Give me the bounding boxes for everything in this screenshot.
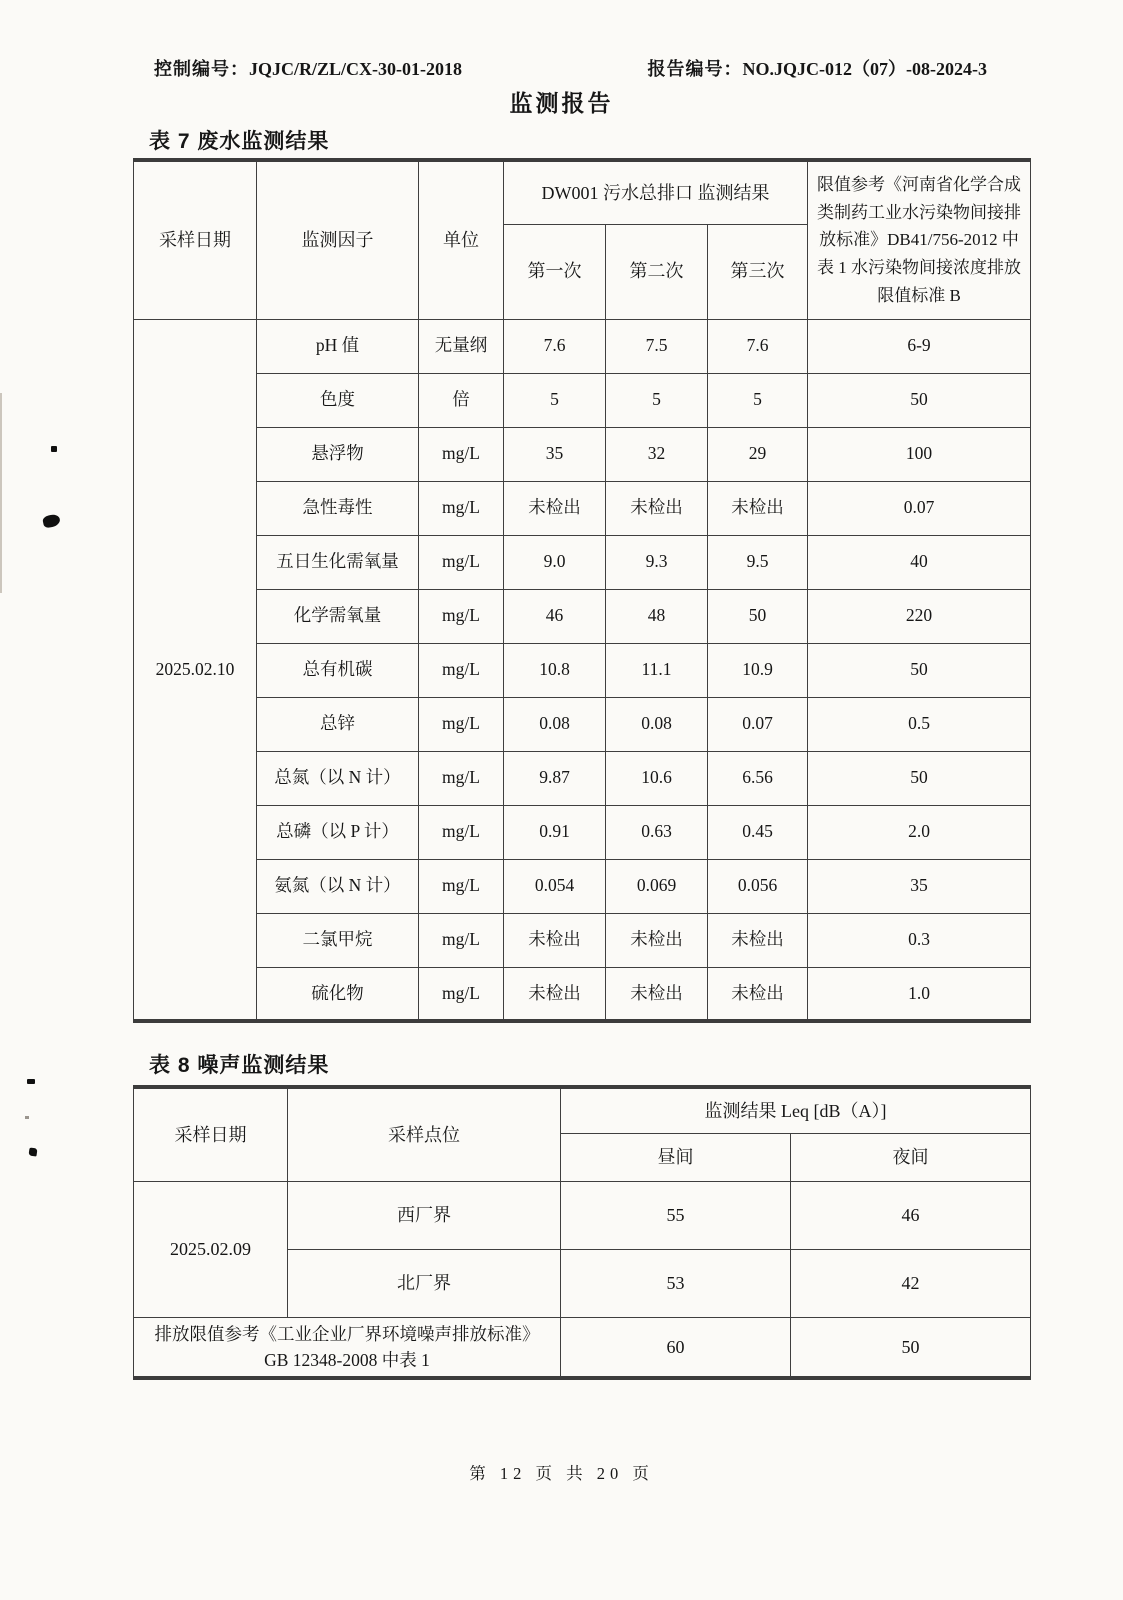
- run3-cell: 0.056: [708, 859, 808, 913]
- run1-cell: 0.08: [504, 697, 606, 751]
- page-number: 第 12 页 共 20 页: [469, 1464, 654, 1483]
- run1-cell: 未检出: [504, 913, 606, 967]
- run2-cell: 0.069: [606, 859, 708, 913]
- run2-cell: 未检出: [606, 967, 708, 1021]
- limit-cell: 50: [808, 751, 1031, 805]
- limit-cell: 220: [808, 589, 1031, 643]
- factor-cell: 总磷（以 P 计）: [257, 805, 419, 859]
- night-cell: 42: [791, 1249, 1031, 1317]
- limit-cell: 2.0: [808, 805, 1031, 859]
- noise-limit-row: [134, 1317, 1031, 1378]
- noise-limit-label: 排放限值参考《工业企业厂界环境噪声排放标准》 GB 12348-2008 中表 1: [134, 1317, 561, 1378]
- run2-cell: 9.3: [606, 535, 708, 589]
- limit-cell: 35: [808, 859, 1031, 913]
- limit-cell: 50: [808, 643, 1031, 697]
- point-cell: 北厂界: [288, 1249, 561, 1317]
- run1-cell: 10.8: [504, 643, 606, 697]
- factor-cell: pH 值: [257, 319, 419, 373]
- run3-cell: 10.9: [708, 643, 808, 697]
- table-row: [134, 427, 1031, 481]
- factor-cell: 氨氮（以 N 计）: [257, 859, 419, 913]
- table-row: [134, 319, 1031, 373]
- day-cell: 55: [561, 1181, 791, 1249]
- run1-cell: 46: [504, 589, 606, 643]
- run2-cell: 11.1: [606, 643, 708, 697]
- table7-title: 表 7 废水监测结果: [149, 130, 330, 153]
- col-header-nighttime: 夜间: [791, 1133, 1031, 1181]
- run3-cell: 未检出: [708, 481, 808, 535]
- run3-cell: 未检出: [708, 913, 808, 967]
- col-header-daytime: 昼间: [561, 1133, 791, 1181]
- unit-cell: mg/L: [419, 427, 504, 481]
- table-row: [134, 589, 1031, 643]
- limit-cell: 1.0: [808, 967, 1031, 1021]
- unit-cell: mg/L: [419, 589, 504, 643]
- limit-cell: 0.5: [808, 697, 1031, 751]
- run1-cell: 7.6: [504, 319, 606, 373]
- table-row: [134, 697, 1031, 751]
- report-number-value: NO.JQJC-012（07）-08-2024-3: [742, 59, 987, 79]
- factor-cell: 硫化物: [257, 967, 419, 1021]
- limit-cell: 50: [808, 373, 1031, 427]
- run1-cell: 未检出: [504, 967, 606, 1021]
- col-header-sample-point: 采样点位: [288, 1087, 561, 1181]
- run1-cell: 0.91: [504, 805, 606, 859]
- document-header: [154, 56, 987, 82]
- table-row: [134, 967, 1031, 1021]
- col-header-sample-date: 采样日期: [134, 160, 257, 319]
- col-header-leq-group: 监测结果 Leq [dB（A）]: [561, 1087, 1031, 1133]
- run3-cell: 9.5: [708, 535, 808, 589]
- run3-cell: 6.56: [708, 751, 808, 805]
- factor-cell: 急性毒性: [257, 481, 419, 535]
- table-row: [134, 481, 1031, 535]
- unit-cell: mg/L: [419, 751, 504, 805]
- factor-cell: 色度: [257, 373, 419, 427]
- run3-cell: 29: [708, 427, 808, 481]
- run2-cell: 0.08: [606, 697, 708, 751]
- factor-cell: 五日生化需氧量: [257, 535, 419, 589]
- col-header-run2: 第二次: [606, 224, 708, 319]
- unit-cell: mg/L: [419, 967, 504, 1021]
- col-header-unit: 单位: [419, 160, 504, 319]
- limit-cell: 40: [808, 535, 1031, 589]
- run2-cell: 未检出: [606, 481, 708, 535]
- unit-cell: mg/L: [419, 697, 504, 751]
- run2-cell: 未检出: [606, 913, 708, 967]
- table-row: [134, 643, 1031, 697]
- run3-cell: 5: [708, 373, 808, 427]
- night-cell: 46: [791, 1181, 1031, 1249]
- col-header-run3: 第三次: [708, 224, 808, 319]
- scan-artifact-tick: [25, 1116, 29, 1119]
- point-cell: 西厂界: [288, 1181, 561, 1249]
- col-header-factor: 监测因子: [257, 160, 419, 319]
- day-limit-cell: 60: [561, 1317, 791, 1378]
- scan-artifact-blob: [42, 513, 61, 528]
- run1-cell: 9.0: [504, 535, 606, 589]
- factor-cell: 总锌: [257, 697, 419, 751]
- run3-cell: 未检出: [708, 967, 808, 1021]
- factor-cell: 总氮（以 N 计）: [257, 751, 419, 805]
- factor-cell: 悬浮物: [257, 427, 419, 481]
- run3-cell: 0.45: [708, 805, 808, 859]
- run3-cell: 0.07: [708, 697, 808, 751]
- control-number-value: JQJC/R/ZL/CX-30-01-2018: [249, 59, 462, 79]
- table-row: [134, 751, 1031, 805]
- table-row: [134, 1181, 1031, 1249]
- control-number: [154, 56, 462, 82]
- limit-cell: 0.3: [808, 913, 1031, 967]
- scan-edge-shadow: [0, 393, 2, 593]
- col-header-run1: 第一次: [504, 224, 606, 319]
- unit-cell: mg/L: [419, 913, 504, 967]
- table-row: [134, 913, 1031, 967]
- limit-cell: 6-9: [808, 319, 1031, 373]
- unit-cell: mg/L: [419, 643, 504, 697]
- run3-cell: 50: [708, 589, 808, 643]
- unit-cell: 倍: [419, 373, 504, 427]
- unit-cell: mg/L: [419, 859, 504, 913]
- run2-cell: 32: [606, 427, 708, 481]
- factor-cell: 二氯甲烷: [257, 913, 419, 967]
- table-row: [134, 859, 1031, 913]
- run1-cell: 未检出: [504, 481, 606, 535]
- limit-cell: 0.07: [808, 481, 1031, 535]
- run1-cell: 9.87: [504, 751, 606, 805]
- col-header-sample-date: 采样日期: [134, 1087, 288, 1181]
- run2-cell: 48: [606, 589, 708, 643]
- unit-cell: 无量纲: [419, 319, 504, 373]
- unit-cell: mg/L: [419, 805, 504, 859]
- col-header-limit: 限值参考《河南省化学合成类制药工业水污染物间接排放标准》DB41/756-2012 中表 1 水污染物间接浓度排放限值标准 B: [808, 160, 1031, 319]
- limit-cell: 100: [808, 427, 1031, 481]
- day-cell: 53: [561, 1249, 791, 1317]
- report-number: [648, 56, 987, 82]
- scan-artifact-dot: [51, 446, 57, 452]
- noise-results-table: [133, 1085, 1031, 1380]
- scan-artifact-dash: [27, 1079, 35, 1084]
- unit-cell: mg/L: [419, 535, 504, 589]
- sample-date-cell: 2025.02.10: [134, 319, 257, 1021]
- factor-cell: 总有机碳: [257, 643, 419, 697]
- table-row: [134, 805, 1031, 859]
- table-row: [134, 373, 1031, 427]
- run1-cell: 35: [504, 427, 606, 481]
- table8-title: 表 8 噪声监测结果: [149, 1054, 330, 1077]
- run2-cell: 0.63: [606, 805, 708, 859]
- report-number-label: 报告编号：: [647, 59, 743, 79]
- factor-cell: 化学需氧量: [257, 589, 419, 643]
- table-row: [134, 535, 1031, 589]
- col-header-outlet-group: DW001 污水总排口 监测结果: [504, 160, 808, 224]
- sample-date-cell: 2025.02.09: [134, 1181, 288, 1317]
- night-limit-cell: 50: [791, 1317, 1031, 1378]
- run1-cell: 0.054: [504, 859, 606, 913]
- run2-cell: 10.6: [606, 751, 708, 805]
- control-number-label: 控制编号：: [154, 59, 249, 79]
- run3-cell: 7.6: [708, 319, 808, 373]
- wastewater-results-table: [133, 158, 1031, 1023]
- run2-cell: 7.5: [606, 319, 708, 373]
- unit-cell: mg/L: [419, 481, 504, 535]
- run2-cell: 5: [606, 373, 708, 427]
- document-content: [133, 125, 1030, 1380]
- document-title: 监测报告: [509, 90, 614, 116]
- run1-cell: 5: [504, 373, 606, 427]
- scan-artifact-dot: [28, 1147, 37, 1156]
